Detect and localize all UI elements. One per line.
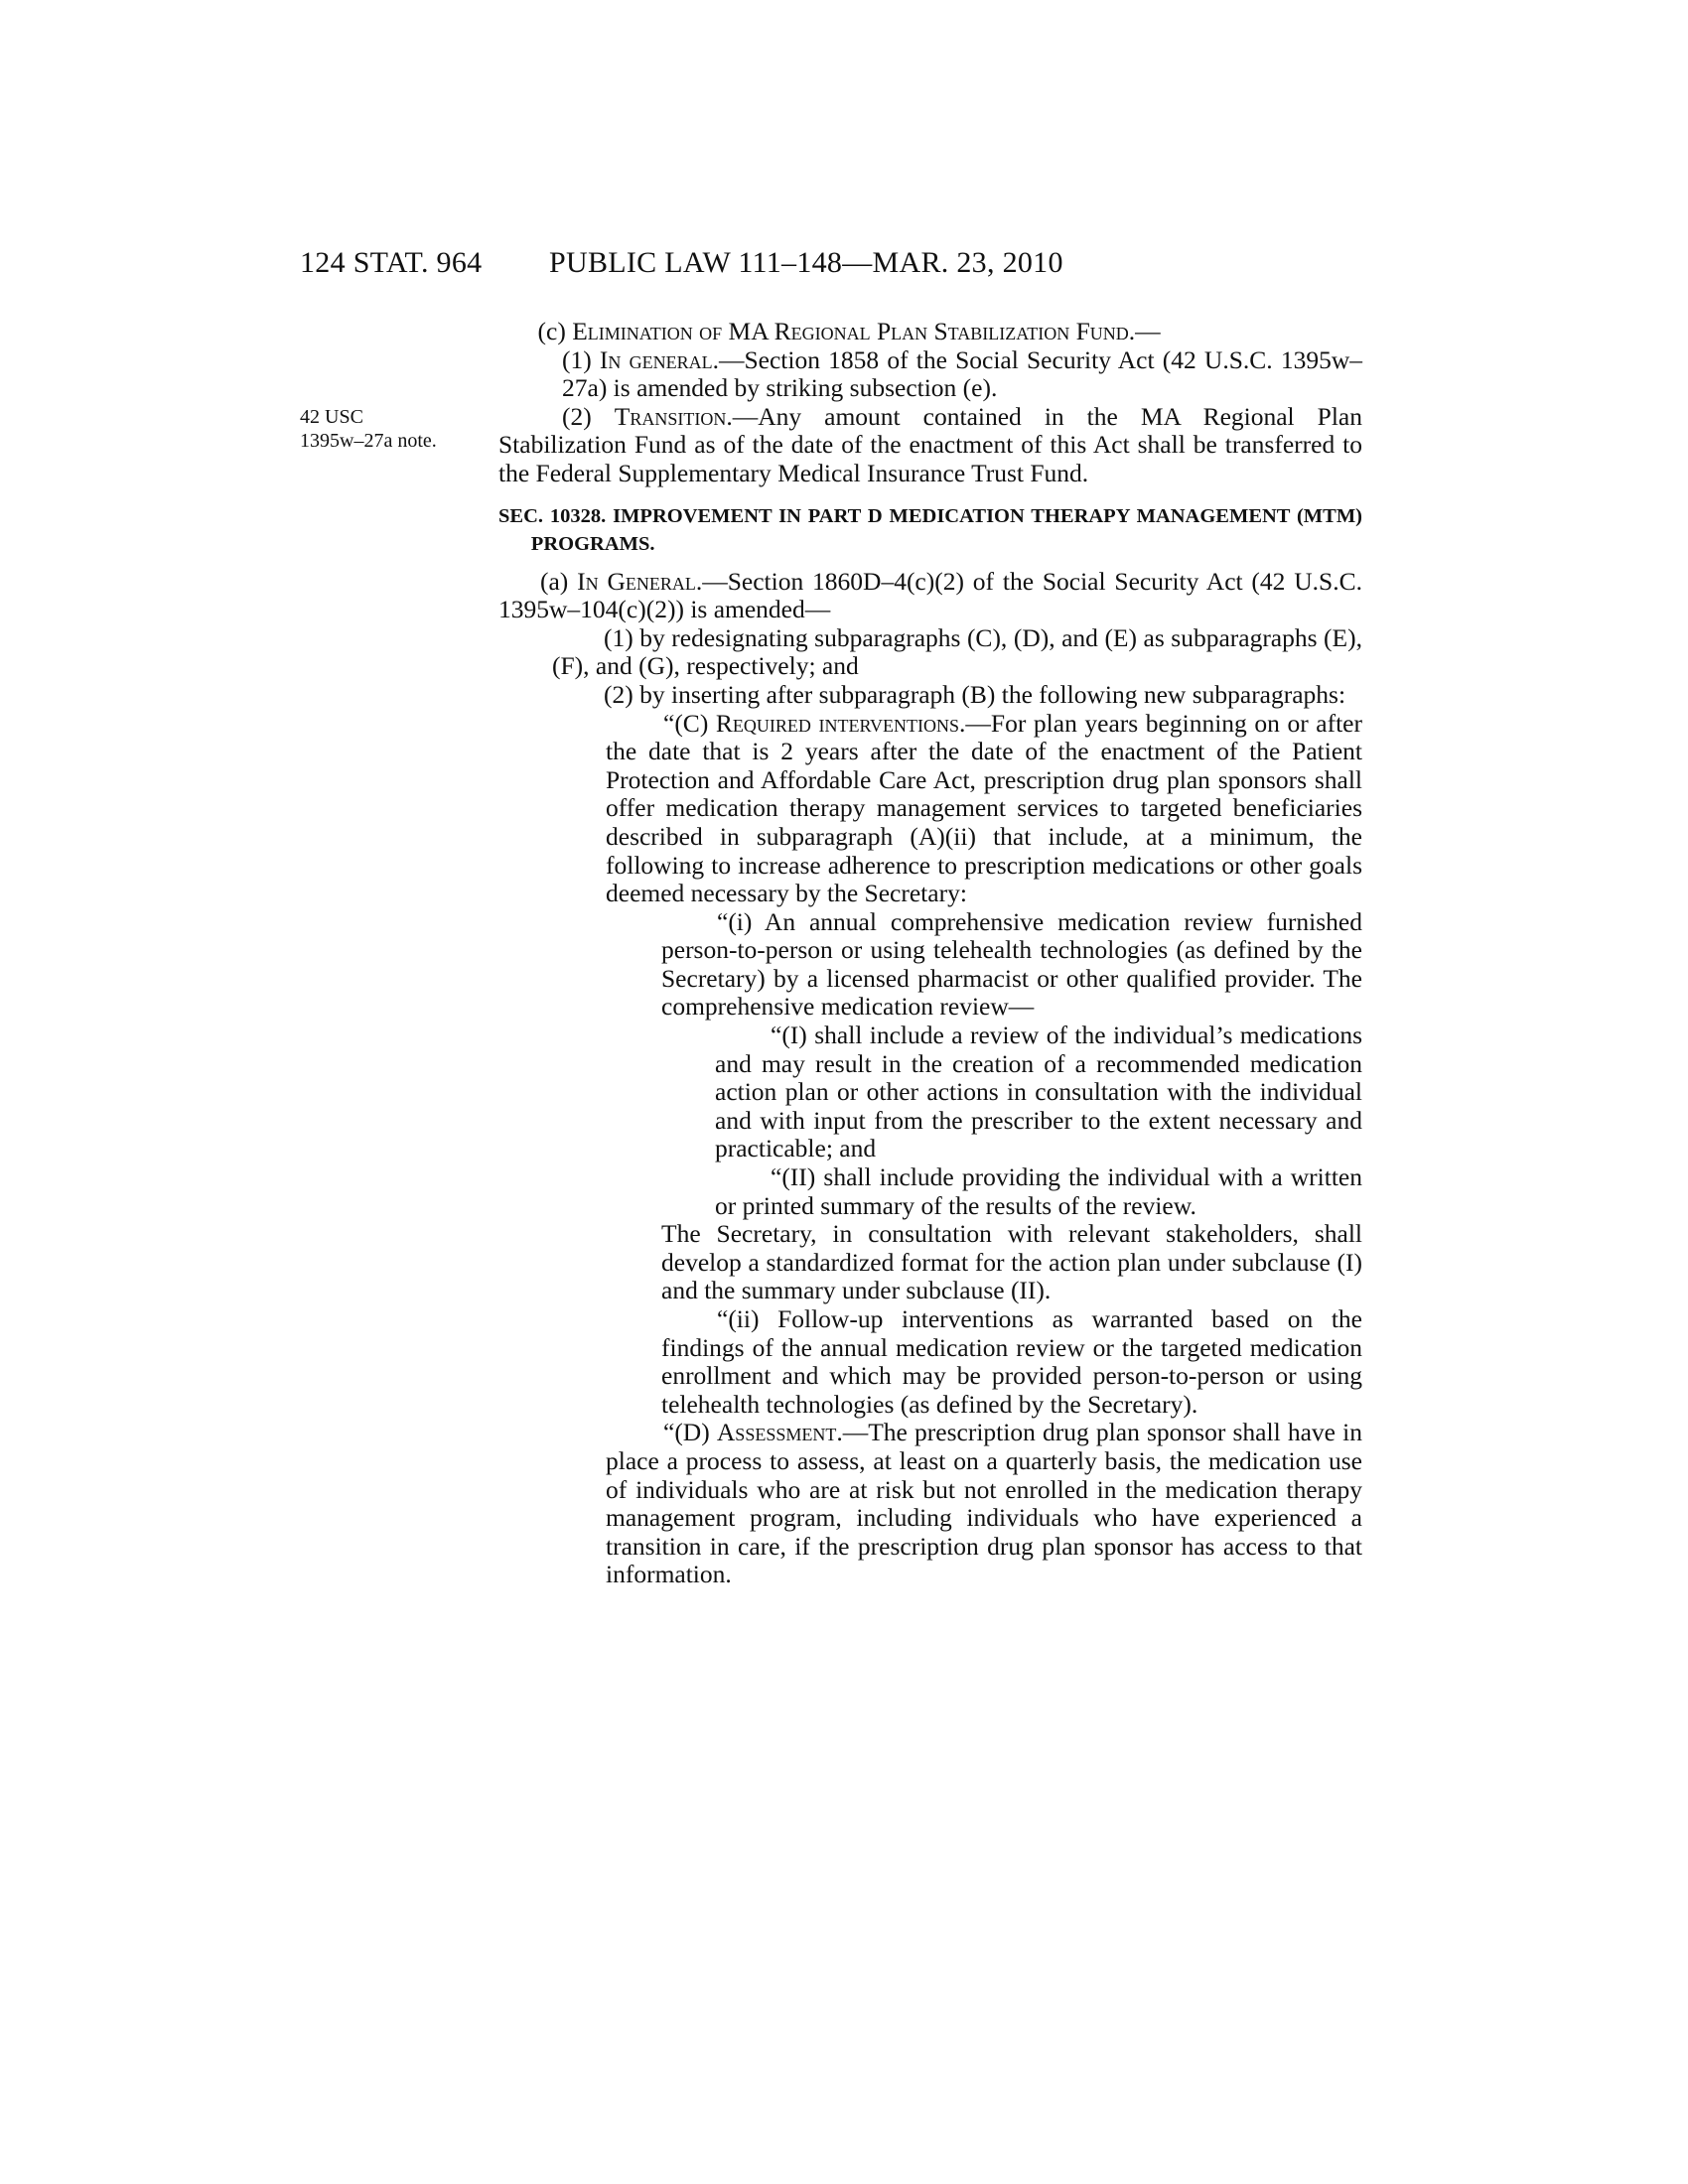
public-law-title: PUBLIC LAW 111–148—MAR. 23, 2010 [549,246,1063,279]
para-2-prefix: (2) [562,401,615,431]
subsection-a-item-2: (2) by inserting after subparagraph (B) the following new subparagraphs: [604,679,1346,709]
subsection-a-heading: In General [577,566,696,596]
statute-page-reference: 124 STAT. 964 [300,246,483,279]
subsection-c-heading [498,318,1362,346]
para-2-heading: Transition [614,401,727,431]
subclause-II: “(II) shall include providing the individual with a written or printed summary of the results of the review. [715,1162,1362,1220]
page-header [0,246,1688,286]
statute-text-column [498,318,1362,1589]
margin-note-line-1: 42 USC [300,406,363,428]
para-1-heading: In general [599,344,713,374]
subparagraph-d-text: .—The prescription drug plan sponsor shall have in place a process to assess, at least on a quarterly basis, the medication use of individuals who are at risk but not enrolled in the medication therapy management program, including individuals who have experienced a transition in care, if the prescription drug plan sponsor has access to that information. [606,1418,1362,1589]
subsection-a-text: .—Section 1860D–4(c)(2) of the Social Security Act (42 U.S.C. 1395w–104(c)(2)) is amended— [498,566,1362,624]
subsection-c-prefix: (c) [537,317,573,345]
clause-ii: “(ii) Follow-up interventions as warranted based on the findings of the annual medication review or the targeted medication enrollment and which may be provided person-to-person or using telehealth technologies (as defined by the Secretary). [661,1304,1362,1419]
subparagraph-c-text: .—For plan years beginning on or after the date that is 2 years after the date of the enactment of the Patient Protection and Affordable Care Act, prescription drug plan sponsors shall offer medication therapy management services to targeted beneficiaries described in subparagraph (A)(ii) that include, at a minimum, the following to increase adherence to prescription medications or other goals deemed necessary by the Secretary: [606,708,1362,908]
margin-note-line-2: 1395w–27a note. [300,430,437,452]
para-2-text: .—Any amount contained in the MA Regional Plan Stabilization Fund as of the date of the enactment of this Act shall be transferred to the Federal Supplementary Medical Insurance Trust Fund. [498,401,1362,487]
subsection-a-item-1: (1) by redesignating subparagraphs (C), (D), and (E) as subparagraphs (E), (F), and (G), respectively; and [552,622,1362,681]
subsection-c-paragraph-1 [562,346,1362,403]
subsection-c-title: Elimination of MA Regional Plan Stabilization Fund [572,317,1129,345]
section-heading: SEC. 10328. IMPROVEMENT IN PART D MEDICATION THERAPY MANAGEMENT (MTM) PROGRAMS. [498,504,1362,555]
para-1-text: .—Section 1858 of the Social Security Act (42 U.S.C. 1395w–27a) is amended by striking subsection (e). [562,344,1363,403]
subsection-a-prefix: (a) [540,566,578,596]
margin-note [300,405,437,453]
para-1-prefix: (1) [562,344,600,374]
subparagraph-c-prefix: “(C) [663,708,716,738]
subsection-c-suffix: .— [1128,317,1161,345]
subparagraph-d-heading: Assessment [716,1418,837,1447]
subclause-I: “(I) shall include a review of the individual’s medications and may result in the creation of a recommended medication action plan or other actions in consultation with the individual and with input from the prescriber to the extent necessary and practicable; and [715,1021,1362,1163]
subparagraph-c [606,710,1362,908]
subparagraph-d-prefix: “(D) [663,1418,717,1447]
subsection-a [498,568,1362,624]
subparagraph-c-heading: Required interventions [715,708,960,738]
subparagraph-d [606,1419,1362,1589]
clause-i: “(i) An annual comprehensive medication review furnished person-to-person or using telehealth technologies (as defined by the Secretary) by a licensed pharmacist or other qualified provider. The comprehensive medication review— [661,906,1362,1022]
clause-i-flush-text: The Secretary, in consultation with relevant stakeholders, shall develop a standardized format for the action plan under subclause (I) and the summary under subclause (II). [661,1219,1362,1305]
subsection-c-paragraph-2 [498,403,1362,488]
